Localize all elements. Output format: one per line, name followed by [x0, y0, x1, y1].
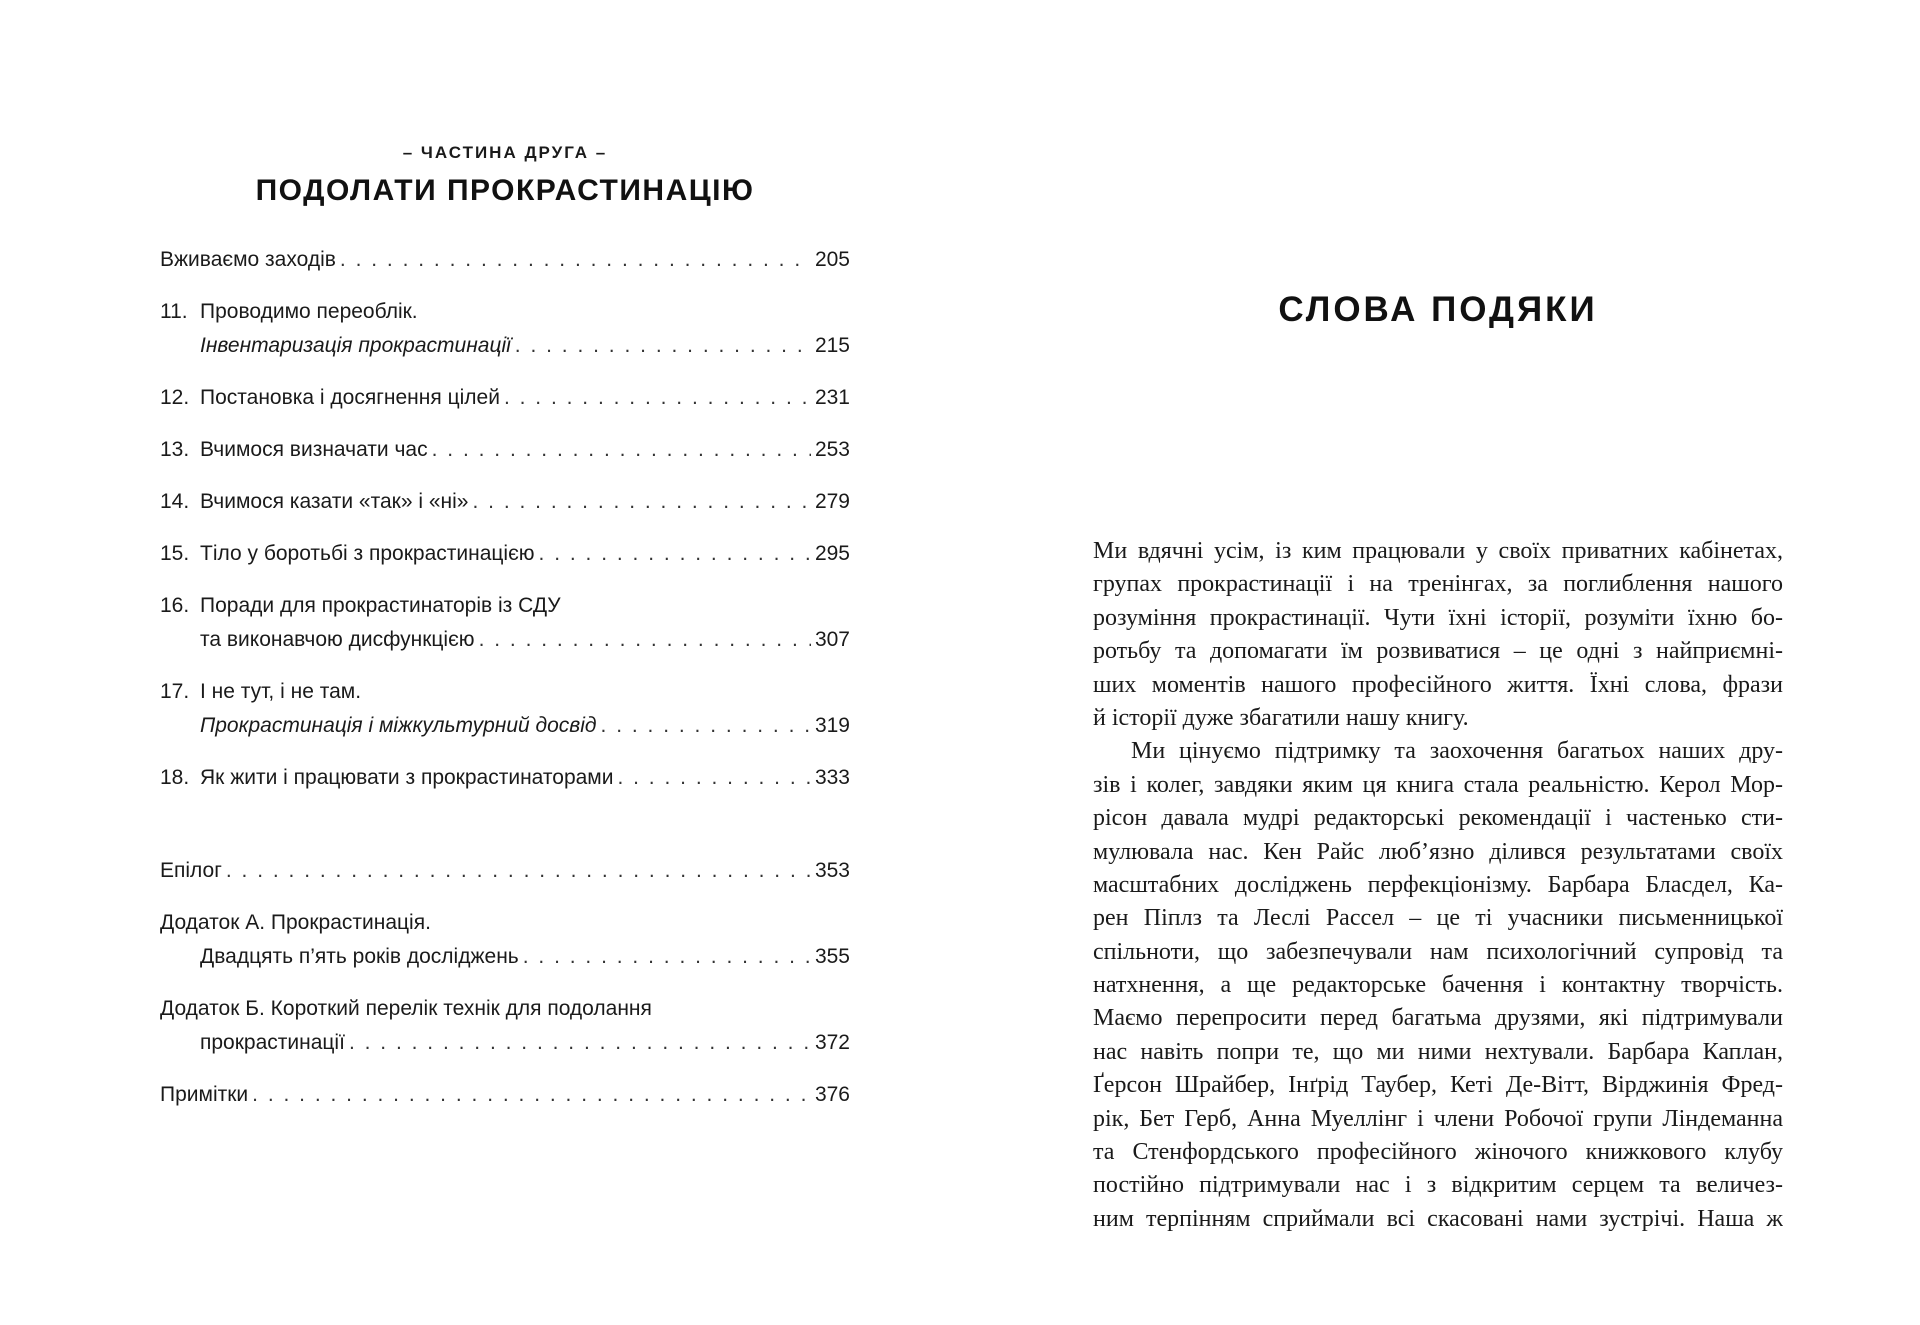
text-line: Ґерсон Шрайбер, Інґрід Таубер, Кеті Де-Вітт, Вірджинія Фред-	[1093, 1072, 1783, 1099]
toc-page-number: 231	[814, 386, 850, 409]
acknowledgements-text	[1093, 535, 1783, 1236]
dot-leader	[617, 761, 810, 795]
toc-page-number: 307	[814, 628, 850, 651]
toc-title: Вчимося казати «так» і «ні»	[200, 490, 469, 513]
toc-entry[interactable]	[160, 485, 850, 519]
toc-page-number: 253	[814, 438, 850, 461]
dot-leader	[504, 381, 811, 415]
dot-leader	[340, 243, 811, 277]
toc-entry[interactable]	[160, 589, 850, 657]
part-label: – ЧАСТИНА ДРУГА –	[402, 143, 608, 162]
dot-leader	[601, 709, 811, 743]
text-line: групах прокрастинації і на тренінгах, за поглиблення нашого	[1093, 571, 1783, 598]
toc-title: Додаток А. Прокрастинація.	[160, 911, 431, 934]
toc-title: Вчимося визначати час	[200, 438, 428, 461]
toc-entry[interactable]	[160, 433, 850, 467]
toc-entry[interactable]	[160, 381, 850, 415]
toc-title: Як жити і працювати з прокрастинаторами	[200, 766, 614, 789]
toc-title: Прокрастинація і міжкультурний досвід	[200, 714, 597, 737]
toc-entry[interactable]	[160, 1078, 850, 1112]
toc-title: Епілог	[160, 859, 222, 882]
text-line: масштабних досліджень перфекціонізму. Барбара Бласдел, Ка-	[1093, 871, 1783, 898]
text-line: рісон давала мудрі редакторські рекомендації і частенько сти-	[1093, 805, 1783, 832]
toc-title: Інвентаризація прокрастинації	[200, 334, 511, 357]
text-line: спільноти, що забезпечували нам психологічний супровід та	[1093, 938, 1783, 965]
toc-title: Тіло у боротьбі з прокрастинацією	[200, 542, 535, 565]
text-line: мулювала нас. Кен Райс люб’язно ділився результатами своїх	[1093, 838, 1783, 865]
toc-title: прокрастинації	[200, 1031, 345, 1054]
toc-page-number: 355	[814, 945, 850, 968]
toc-title: Постановка і досягнення цілей	[200, 386, 500, 409]
text-line: ших моментів нашого професійного життя. Їхні слова, фрази	[1093, 671, 1783, 698]
toc-entry[interactable]	[160, 761, 850, 795]
dot-leader	[539, 537, 811, 571]
toc-title: Додаток Б. Короткий перелік технік для подолання	[160, 997, 652, 1020]
dot-leader	[252, 1078, 811, 1112]
toc-title: Поради для прокрастинаторів із СДУ	[200, 594, 561, 617]
toc-number: 18.	[160, 766, 190, 789]
dot-leader	[515, 329, 811, 363]
text-line: постійно підтримували нас і з відкритим серцем та величез-	[1093, 1172, 1783, 1199]
toc-entry[interactable]	[160, 243, 850, 277]
text-line: Ми цінуємо підтримку та заохочення багатьох наших дру-	[1131, 738, 1783, 765]
text-line: ним терпінням сприймали всі скасовані нами зустрічі. Наша ж	[1093, 1205, 1783, 1232]
table-of-contents	[160, 243, 850, 1130]
toc-entry[interactable]	[160, 537, 850, 571]
toc-page-number: 319	[814, 714, 850, 737]
toc-page-number: 372	[814, 1031, 850, 1054]
toc-page-number: 353	[814, 859, 850, 882]
dot-leader	[432, 433, 811, 467]
toc-title: Примітки	[160, 1083, 249, 1106]
toc-entry[interactable]	[160, 295, 850, 363]
dot-leader	[523, 940, 811, 974]
toc-title: Двадцять п’ять років досліджень	[200, 945, 519, 968]
text-line: нас навіть попри те, що ми ними нехтували. Барбара Каплан,	[1093, 1038, 1783, 1065]
text-line: натхнення, а ще редакторське бачення і контактну творчість.	[1093, 972, 1783, 999]
toc-page-number: 376	[814, 1083, 850, 1106]
toc-entry[interactable]	[160, 992, 850, 1060]
text-line: ротьбу та допомагати їм розвиватися – це одні з найприємні-	[1093, 638, 1783, 665]
toc-entry[interactable]	[160, 854, 850, 888]
text-line: рік, Бет Герб, Анна Муеллінг і члени Робочої групи Ліндеманна	[1093, 1105, 1783, 1132]
text-line: Маємо перепросити перед багатьма друзями, які підтримували	[1093, 1005, 1783, 1032]
toc-entry[interactable]	[160, 906, 850, 974]
toc-title: та виконавчою дисфункцією	[200, 628, 475, 651]
toc-number: 12.	[160, 386, 190, 409]
toc-number: 14.	[160, 490, 190, 513]
text-line: зів і колег, завдяки яким ця книга стала реальністю. Керол Мор-	[1093, 771, 1783, 798]
toc-number: 15.	[160, 542, 190, 565]
toc-title: Вживаємо заходів	[160, 248, 336, 271]
toc-page-number: 295	[814, 542, 850, 565]
toc-number: 11.	[160, 300, 188, 323]
toc-page-number: 279	[814, 490, 850, 513]
dot-leader	[479, 623, 811, 657]
dot-leader	[473, 485, 811, 519]
dot-leader	[226, 854, 811, 888]
toc-page-number: 215	[814, 334, 850, 357]
toc-number: 17.	[160, 680, 190, 703]
toc-number: 16.	[160, 594, 190, 617]
toc-title: Проводимо переоблік.	[200, 300, 418, 323]
part-title: ПОДОЛАТИ ПРОКРАСТИНАЦІЮ	[255, 174, 755, 207]
toc-title: І не тут, і не там.	[200, 680, 362, 703]
text-line: та Стенфордського професійного жіночого книжкового клубу	[1093, 1139, 1783, 1166]
text-line: Ми вдячні усім, із ким працювали у своїх приватних кабінетах,	[1093, 538, 1783, 564]
toc-number: 13.	[160, 438, 190, 461]
text-line: рен Піплз та Леслі Рассел – це ті учасники письменницької	[1093, 905, 1783, 932]
chapter-title: СЛОВА ПОДЯКИ	[1278, 290, 1598, 329]
toc-page-number: 205	[814, 248, 850, 271]
dot-leader	[349, 1026, 811, 1060]
toc-page-number: 333	[814, 766, 850, 789]
toc-entry[interactable]	[160, 675, 850, 743]
text-line: й історії дуже збагатили нашу книгу.	[1093, 704, 1469, 731]
text-line: розуміння прокрастинації. Чути їхні історії, розуміти їхню бо-	[1093, 604, 1783, 631]
